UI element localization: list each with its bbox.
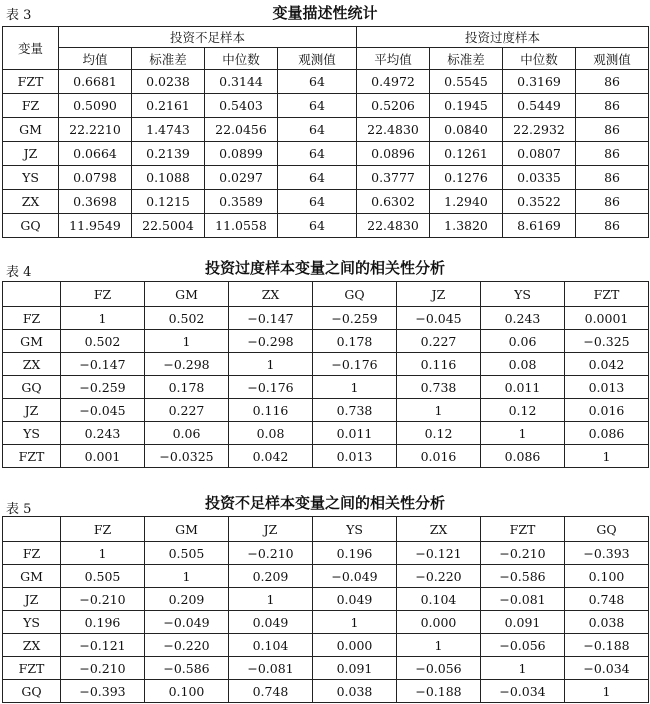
table5-label: 表 5: [6, 502, 32, 517]
table-cell: 86: [576, 118, 649, 142]
overinvestment-group-header: 投资过度样本: [357, 27, 649, 48]
table-cell: 0.5090: [59, 94, 132, 118]
table-cell: −0.056: [481, 634, 565, 657]
table-cell: 0.227: [145, 399, 229, 422]
table-cell: −0.325: [565, 330, 649, 353]
table-cell: 0.196: [313, 542, 397, 565]
column-header: GQ: [565, 517, 649, 542]
table-row: [3, 142, 649, 166]
table-cell: 0.0664: [59, 142, 132, 166]
row-label: GQ: [3, 376, 61, 399]
table-cell: 1: [397, 634, 481, 657]
table-cell: 0.5545: [430, 70, 503, 94]
table-cell: −0.121: [61, 634, 145, 657]
table5-caption: [0, 492, 650, 517]
column-header: ZX: [229, 282, 313, 307]
table-cell: −0.188: [565, 634, 649, 657]
table-cell: −0.0325: [145, 445, 229, 468]
table-cell: −0.176: [229, 376, 313, 399]
table-cell: 0.3144: [205, 70, 278, 94]
table-cell: 1: [145, 330, 229, 353]
table-cell: −0.045: [61, 399, 145, 422]
table-cell: 1: [61, 307, 145, 330]
table-cell: −0.210: [229, 542, 313, 565]
table4-title: 投资过度样本变量之间的相关性分析: [204, 259, 445, 277]
table-row: [3, 542, 649, 565]
table-cell: −0.220: [145, 634, 229, 657]
table-cell: 0.0297: [205, 166, 278, 190]
table-cell: −0.586: [481, 565, 565, 588]
table-cell: 0.001: [61, 445, 145, 468]
row-label: FZT: [3, 445, 61, 468]
table-cell: 0.013: [565, 376, 649, 399]
table-cell: 0.1088: [132, 166, 205, 190]
table-cell: 22.0456: [205, 118, 278, 142]
corner-cell: [3, 282, 61, 307]
table4-label: 表 4: [6, 265, 32, 280]
header-row: [3, 517, 649, 542]
table-cell: −0.081: [481, 588, 565, 611]
table-cell: 22.4830: [357, 118, 430, 142]
table5-title: 投资不足样本变量之间的相关性分析: [204, 494, 445, 512]
table-cell: −0.147: [229, 307, 313, 330]
column-header: GM: [145, 282, 229, 307]
column-header: 标准差: [132, 48, 205, 70]
column-header: GQ: [313, 282, 397, 307]
row-label: GQ: [3, 214, 59, 238]
row-label: JZ: [3, 399, 61, 422]
table-cell: 86: [576, 190, 649, 214]
table-cell: 0.06: [145, 422, 229, 445]
table-cell: 0.1261: [430, 142, 503, 166]
table-cell: 0.0899: [205, 142, 278, 166]
table4-caption: [0, 257, 650, 280]
table-cell: 1: [229, 353, 313, 376]
table-cell: −0.049: [145, 611, 229, 634]
table-cell: 0.06: [481, 330, 565, 353]
table-cell: 1: [229, 588, 313, 611]
table-row: [3, 94, 649, 118]
table-cell: 1: [565, 445, 649, 468]
column-header: YS: [313, 517, 397, 542]
table-cell: 0.3169: [503, 70, 576, 94]
table-cell: 11.9549: [59, 214, 132, 238]
table-cell: 0.502: [61, 330, 145, 353]
header-row: [3, 282, 649, 307]
row-label: JZ: [3, 142, 59, 166]
table-cell: 0.116: [229, 399, 313, 422]
table-cell: 0.049: [229, 611, 313, 634]
row-label: ZX: [3, 353, 61, 376]
table-cell: 0.011: [313, 422, 397, 445]
row-label: FZ: [3, 307, 61, 330]
row-label: FZ: [3, 94, 59, 118]
table-row: [3, 634, 649, 657]
table-cell: 0.2161: [132, 94, 205, 118]
table-cell: 1.4743: [132, 118, 205, 142]
row-label: YS: [3, 166, 59, 190]
table-cell: 0.3698: [59, 190, 132, 214]
table-row: [3, 611, 649, 634]
table3-label: 表 3: [6, 8, 32, 23]
table-cell: 0.038: [313, 680, 397, 703]
table-cell: 64: [278, 142, 357, 166]
table-cell: 64: [278, 94, 357, 118]
table-cell: 0.049: [313, 588, 397, 611]
table-cell: 0.1945: [430, 94, 503, 118]
table-cell: 0.086: [481, 445, 565, 468]
table-cell: 11.0558: [205, 214, 278, 238]
table-cell: 1: [565, 680, 649, 703]
table-cell: 0.6302: [357, 190, 430, 214]
table-cell: 0.116: [397, 353, 481, 376]
table-row: [3, 565, 649, 588]
table-cell: −0.034: [481, 680, 565, 703]
table-cell: 22.2932: [503, 118, 576, 142]
table-cell: −0.210: [61, 657, 145, 680]
table-cell: 1: [313, 376, 397, 399]
table-cell: 22.2210: [59, 118, 132, 142]
table-cell: 1: [481, 422, 565, 445]
table-cell: −0.049: [313, 565, 397, 588]
table-cell: −0.210: [61, 588, 145, 611]
table-cell: 1: [397, 399, 481, 422]
table-cell: 0.013: [313, 445, 397, 468]
table-cell: 0.3589: [205, 190, 278, 214]
table-cell: −0.121: [397, 542, 481, 565]
column-header: FZ: [61, 282, 145, 307]
table-cell: 0.505: [61, 565, 145, 588]
table-cell: 86: [576, 214, 649, 238]
column-header: 平均值: [357, 48, 430, 70]
table3-title: 变量描述性统计: [272, 4, 378, 22]
table-cell: 22.4830: [357, 214, 430, 238]
row-label: ZX: [3, 634, 61, 657]
table-cell: −0.586: [145, 657, 229, 680]
variable-header: 变量: [3, 27, 59, 70]
column-header: FZT: [481, 517, 565, 542]
table-cell: 0.0335: [503, 166, 576, 190]
table-cell: 1.2940: [430, 190, 503, 214]
table-cell: 0.178: [313, 330, 397, 353]
table-cell: 0.209: [145, 588, 229, 611]
row-label: YS: [3, 611, 61, 634]
table-cell: 0.3522: [503, 190, 576, 214]
table-cell: 0.091: [313, 657, 397, 680]
table-row: [3, 214, 649, 238]
table-row: [3, 445, 649, 468]
column-header: 中位数: [205, 48, 278, 70]
table-cell: 0.5449: [503, 94, 576, 118]
table-cell: 1: [61, 542, 145, 565]
table-cell: −0.176: [313, 353, 397, 376]
column-header: YS: [481, 282, 565, 307]
table-cell: 0.016: [397, 445, 481, 468]
row-label: YS: [3, 422, 61, 445]
underinvestment-correlation-table: [2, 516, 649, 703]
column-header: 均值: [59, 48, 132, 70]
table-cell: −0.259: [313, 307, 397, 330]
table-cell: 0.6681: [59, 70, 132, 94]
table-row: [3, 70, 649, 94]
table-cell: −0.188: [397, 680, 481, 703]
table-cell: 0.748: [565, 588, 649, 611]
table-cell: 0.011: [481, 376, 565, 399]
table-cell: 0.227: [397, 330, 481, 353]
table-cell: 1: [481, 657, 565, 680]
column-header: 标准差: [430, 48, 503, 70]
table-row: [3, 353, 649, 376]
table-cell: 0.738: [397, 376, 481, 399]
table-cell: −0.393: [61, 680, 145, 703]
table-cell: −0.034: [565, 657, 649, 680]
table-row: [3, 680, 649, 703]
table-cell: −0.259: [61, 376, 145, 399]
table-cell: 0.0001: [565, 307, 649, 330]
table-cell: −0.056: [397, 657, 481, 680]
table-cell: 86: [576, 70, 649, 94]
table-cell: 0.104: [229, 634, 313, 657]
row-label: FZT: [3, 657, 61, 680]
table-cell: −0.298: [229, 330, 313, 353]
table-cell: −0.045: [397, 307, 481, 330]
table-cell: 0.0238: [132, 70, 205, 94]
table-cell: 0.038: [565, 611, 649, 634]
table-row: [3, 190, 649, 214]
table-cell: 0.196: [61, 611, 145, 634]
table-cell: 1: [313, 611, 397, 634]
table-cell: 0.0807: [503, 142, 576, 166]
table-cell: −0.220: [397, 565, 481, 588]
column-header: 中位数: [503, 48, 576, 70]
column-header: FZ: [61, 517, 145, 542]
column-header: 观测值: [576, 48, 649, 70]
table-cell: 0.502: [145, 307, 229, 330]
table-row: [3, 399, 649, 422]
table-cell: 0.016: [565, 399, 649, 422]
table-cell: 0.209: [229, 565, 313, 588]
table-cell: 8.6169: [503, 214, 576, 238]
table-cell: 0.3777: [357, 166, 430, 190]
table-cell: 0.000: [397, 611, 481, 634]
row-label: FZ: [3, 542, 61, 565]
table-cell: 1: [145, 565, 229, 588]
table-cell: 64: [278, 166, 357, 190]
table-row: [3, 118, 649, 142]
column-header: ZX: [397, 517, 481, 542]
column-header: GM: [145, 517, 229, 542]
table-cell: 0.5206: [357, 94, 430, 118]
table-cell: 0.178: [145, 376, 229, 399]
table-cell: −0.393: [565, 542, 649, 565]
table-cell: 0.1215: [132, 190, 205, 214]
table-cell: 0.0798: [59, 166, 132, 190]
table-cell: −0.210: [481, 542, 565, 565]
table-cell: 0.091: [481, 611, 565, 634]
table-cell: 0.748: [229, 680, 313, 703]
table3-caption: [0, 2, 650, 22]
table-cell: 64: [278, 214, 357, 238]
row-label: FZT: [3, 70, 59, 94]
row-label: ZX: [3, 190, 59, 214]
column-header: JZ: [397, 282, 481, 307]
column-header: FZT: [565, 282, 649, 307]
table-cell: 86: [576, 166, 649, 190]
table-cell: 0.738: [313, 399, 397, 422]
table-cell: 64: [278, 118, 357, 142]
table-cell: 0.000: [313, 634, 397, 657]
row-label: GM: [3, 118, 59, 142]
table-cell: −0.298: [145, 353, 229, 376]
row-label: GM: [3, 330, 61, 353]
table-cell: −0.147: [61, 353, 145, 376]
table-cell: 64: [278, 70, 357, 94]
table-cell: 0.104: [397, 588, 481, 611]
table-cell: 1.3820: [430, 214, 503, 238]
table-cell: 0.0896: [357, 142, 430, 166]
table-cell: 0.0840: [430, 118, 503, 142]
table-cell: 0.12: [481, 399, 565, 422]
table-cell: 0.08: [481, 353, 565, 376]
table-cell: 0.243: [481, 307, 565, 330]
table-cell: 0.042: [565, 353, 649, 376]
corner-cell: [3, 517, 61, 542]
table-row: [3, 657, 649, 680]
table-cell: 0.100: [145, 680, 229, 703]
table-cell: 86: [576, 142, 649, 166]
row-label: JZ: [3, 588, 61, 611]
column-header: 观测值: [278, 48, 357, 70]
table-cell: 0.1276: [430, 166, 503, 190]
row-label: GQ: [3, 680, 61, 703]
table-row: [3, 376, 649, 399]
table-row: [3, 166, 649, 190]
table-row: [3, 307, 649, 330]
table-cell: 0.2139: [132, 142, 205, 166]
table-cell: 0.4972: [357, 70, 430, 94]
table-cell: 0.505: [145, 542, 229, 565]
column-header: JZ: [229, 517, 313, 542]
table-cell: 0.08: [229, 422, 313, 445]
table-cell: 0.100: [565, 565, 649, 588]
table-cell: −0.081: [229, 657, 313, 680]
table-row: [3, 588, 649, 611]
table-row: [3, 330, 649, 353]
table-cell: 0.243: [61, 422, 145, 445]
table-cell: 0.5403: [205, 94, 278, 118]
table-cell: 0.12: [397, 422, 481, 445]
table-cell: 86: [576, 94, 649, 118]
table-cell: 0.086: [565, 422, 649, 445]
row-label: GM: [3, 565, 61, 588]
overinvestment-correlation-table: [2, 281, 649, 468]
descriptive-statistics-table: [2, 26, 649, 238]
table-cell: 22.5004: [132, 214, 205, 238]
underinvestment-group-header: 投资不足样本: [59, 27, 357, 48]
table-cell: 0.042: [229, 445, 313, 468]
table-cell: 64: [278, 190, 357, 214]
table-row: [3, 422, 649, 445]
